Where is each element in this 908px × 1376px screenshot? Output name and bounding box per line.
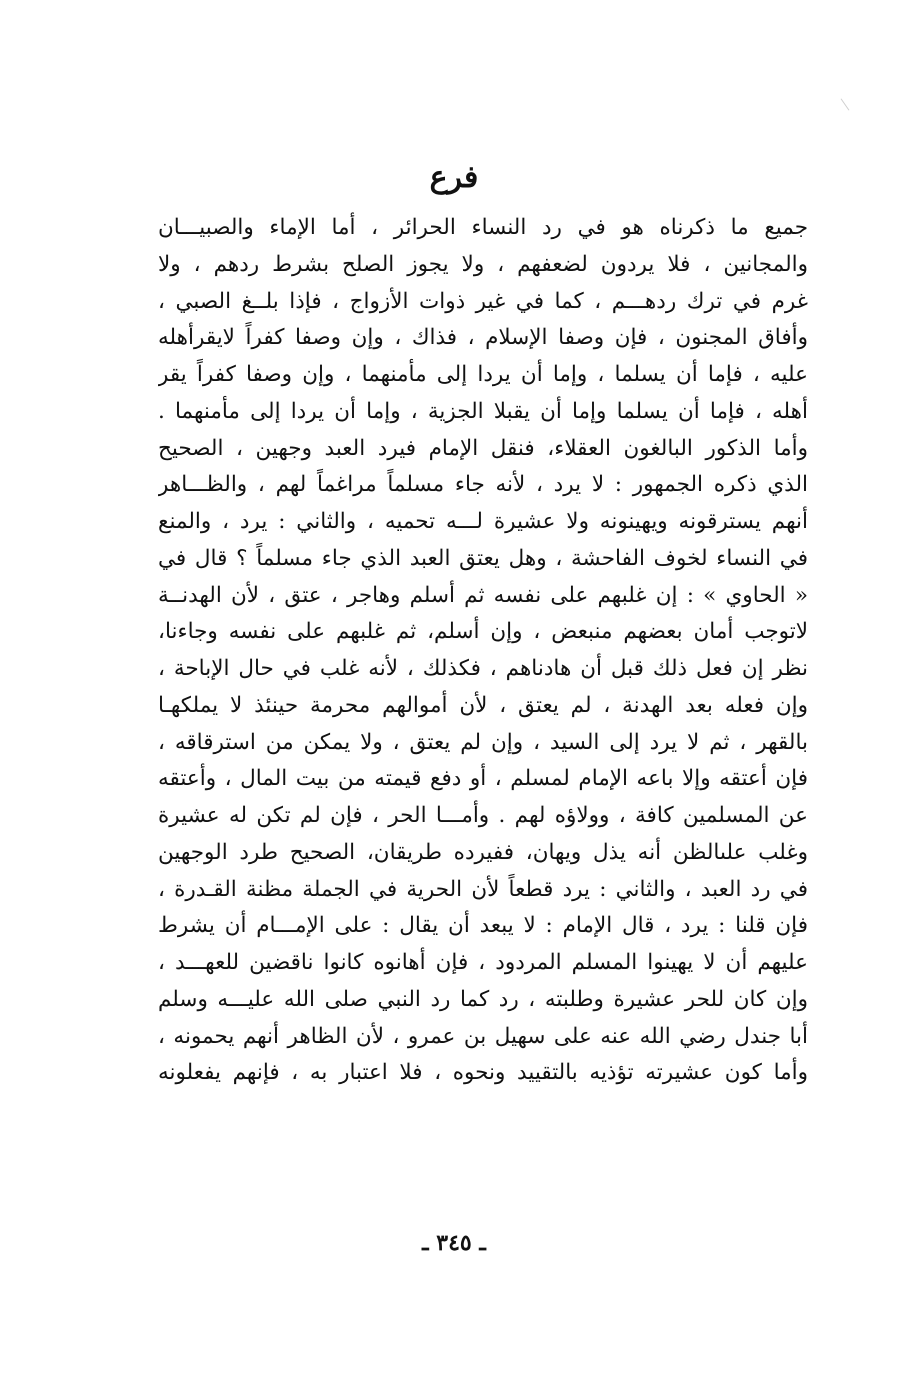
text-line: أنهم يسترقونه ويهينونه ولا عشيرة لـــه تحميه ، والثاني : يرد ، والمنع [158, 509, 808, 534]
text-line: وأما كون عشيرته تؤذيه بالتقييد ونحوه ، فلا اعتبار به ، فإنهم يفعلونه [158, 1060, 808, 1086]
text-line: غرم في ترك ردهـــم ، كما في غير ذوات الأزواج ، فإذا بلــغ الصبي ، [158, 288, 808, 314]
text-line: عليه ، فإما أن يسلما ، وإما أن يردا إلى مأمنهما ، وإن وصفا كفراً يقر [158, 362, 808, 387]
section-heading: فرع [429, 160, 479, 195]
text-line: جميع ما ذكرناه هو في رد النساء الحرائر ، أما الإماء والصبيـــان [158, 215, 808, 240]
text-line: والمجانين ، فلا يردون لضعفهم ، ولا يجوز الصلح بشرط ردهم ، ولا [158, 251, 808, 277]
text-line: وأما الذكور البالغون العقلاء، فنقل الإمام فيرد العبد وجهين ، الصحيح [158, 435, 808, 461]
body-text [158, 210, 808, 1092]
text-line: في النساء لخوف الفاحشة ، وهل يعتق العبد الذي جاء مسلماً ؟ قال في [158, 545, 808, 571]
text-line: نظر إن فعل ذلك قبل أن هادناهم ، فكذلك ، لأنه غلب في حال الإباحة ، [158, 656, 808, 681]
text-line: وإن فعله بعد الهدنة ، لم يعتق ، لأن أموالهم محرمة حينئذ لا يملكهـا [158, 692, 808, 718]
page-number: ـ ٣٤٥ ـ [422, 1230, 486, 1256]
text-line: فإن أعتقه وإلا باعه الإمام لمسلم ، أو دفع قيمته من بيت المال ، وأعتقه [158, 766, 808, 792]
text-line: أهله ، فإما أن يسلما وإما أن يقبلا الجزية ، وإما أن يردا إلى مأمنهما . [158, 398, 808, 424]
text-line: بالقهر ، ثم لا يرد إلى السيد ، وإن لم يعتق ، ولا يمكن من استرقاقه ، [158, 729, 808, 755]
text-line: « الحاوي » : إن غلبهم على نفسه ثم أسلم وهاجر ، عتق ، لأن الهدنــة [158, 582, 808, 608]
text-line: وغلب علىالظن أنه يذل ويهان، ففيرده طريقان، الصحيح طرد الوجهين [158, 839, 808, 865]
text-line: في رد العبد ، والثاني : يرد قطعاً لأن الحرية في الجملة مظنة القـدرة ، [158, 876, 808, 902]
text-line: أبا جندل رضي الله عنه على سهيل بن عمرو ، لأن الظاهر أنهم يحمونه ، [158, 1023, 808, 1049]
text-line: عن المسلمين كافة ، وولاؤه لهم . وأمـــا الحر ، فإن لم تكن له عشيرة [158, 803, 808, 828]
text-line: لاتوجب أمان بعضهم منبعض ، وإن أسلم، ثم غلبهم على نفسه وجاءنا، [158, 619, 808, 645]
paper-mark [841, 98, 850, 110]
text-line: وإن كان للحر عشيرة وطلبته ، رد كما رد النبي صلى الله عليـــه وسلم [158, 986, 808, 1012]
text-line: الذي ذكره الجمهور : لا يرد ، لأنه جاء مسلماً مراغماً لهم ، والظـــاهر [158, 472, 808, 498]
text-line: وأفاق المجنون ، فإن وصفا الإسلام ، فذاك ، وإن وصفا كفراً لايقرأهله [158, 325, 808, 351]
text-line: عليهم أن لا يهينوا المسلم المردود ، فإن أهانوه كانوا ناقضين للعهـــد ، [158, 950, 808, 975]
text-line: فإن قلنا : يرد ، قال الإمام : لا يبعد أن يقال : على الإمـــام أن يشرط [158, 913, 808, 939]
